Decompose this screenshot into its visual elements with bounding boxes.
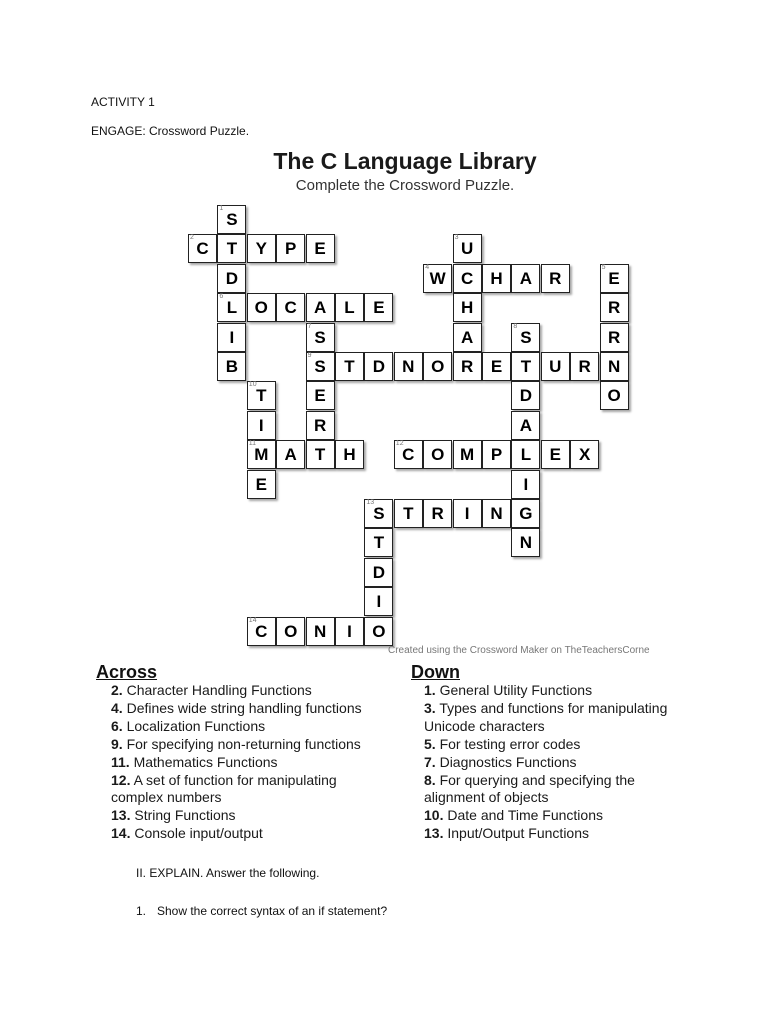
cell-letter: E bbox=[373, 298, 385, 318]
down-clue bbox=[424, 807, 699, 825]
crossword-cell bbox=[364, 499, 393, 528]
cell-letter: E bbox=[490, 357, 503, 376]
cell-letter: A bbox=[519, 268, 533, 288]
crossword-cell bbox=[364, 558, 393, 587]
clue-num: 14. bbox=[111, 825, 131, 842]
crossword-cell bbox=[394, 499, 423, 528]
clue-number: 5 bbox=[601, 263, 606, 271]
cell-letter: C bbox=[255, 621, 268, 641]
cell-letter: C bbox=[402, 445, 415, 465]
cell-letter: A bbox=[519, 415, 533, 435]
crossword-cell bbox=[364, 352, 393, 381]
activity-title: ACTIVITY 1 bbox=[91, 95, 155, 109]
crossword-cell bbox=[364, 617, 393, 646]
clue-number: 6 bbox=[219, 293, 224, 301]
crossword-cell bbox=[511, 264, 540, 293]
crossword-cell bbox=[453, 264, 482, 293]
clue-text: Localization Functions bbox=[126, 717, 266, 734]
clue-text: For testing error codes bbox=[439, 735, 581, 752]
crossword-cell bbox=[335, 617, 364, 646]
crossword-cell bbox=[247, 293, 276, 322]
question-1-text: Show the correct syntax of an if statement? bbox=[157, 904, 388, 918]
cell-letter: D bbox=[372, 357, 386, 376]
crossword-cell bbox=[453, 293, 482, 322]
across-clue-list bbox=[111, 682, 386, 843]
crossword-cell bbox=[394, 352, 423, 381]
cell-letter: B bbox=[225, 357, 239, 376]
crossword-cell bbox=[217, 264, 246, 293]
cell-letter: S bbox=[373, 504, 385, 523]
crossword-cell bbox=[188, 234, 217, 263]
down-clue bbox=[424, 754, 699, 772]
crossword-cell bbox=[453, 440, 482, 469]
cell-letter: O bbox=[431, 357, 445, 376]
cell-letter: T bbox=[226, 239, 238, 259]
crossword-cell bbox=[335, 293, 364, 322]
cell-letter: S bbox=[520, 327, 532, 347]
clue-text: Mathematics Functions bbox=[133, 753, 278, 770]
cell-letter: O bbox=[254, 298, 268, 318]
cell-letter: C bbox=[196, 239, 209, 259]
across-heading: Across bbox=[96, 662, 158, 682]
cell-letter: E bbox=[314, 239, 326, 259]
crossword-cell bbox=[600, 293, 629, 322]
crossword-cell bbox=[364, 293, 393, 322]
crossword-cell bbox=[453, 234, 482, 263]
cell-letter: O bbox=[607, 386, 621, 406]
clue-num: 5. bbox=[424, 735, 436, 752]
crossword-cell bbox=[541, 352, 570, 381]
crossword-cell bbox=[511, 352, 540, 381]
crossword-cell bbox=[600, 323, 629, 352]
cell-letter: G bbox=[519, 504, 533, 523]
cell-letter: A bbox=[460, 327, 474, 347]
crossword-cell bbox=[247, 440, 276, 469]
crossword-cell bbox=[482, 264, 511, 293]
cell-letter: M bbox=[460, 445, 475, 465]
crossword-cell bbox=[217, 234, 246, 263]
cell-letter: R bbox=[607, 298, 621, 318]
cell-letter: I bbox=[523, 474, 529, 494]
crossword-cell bbox=[482, 499, 511, 528]
clue-number: 1 bbox=[219, 205, 224, 212]
clue-number: 12 bbox=[395, 440, 404, 448]
crossword-cell bbox=[276, 617, 305, 646]
crossword-cell bbox=[306, 617, 335, 646]
crossword-cell bbox=[306, 234, 335, 263]
cell-letter: U bbox=[549, 357, 562, 376]
clue-text: Character Handling Functions bbox=[126, 682, 312, 698]
clue-num: 13. bbox=[424, 825, 444, 842]
across-clue bbox=[111, 772, 386, 808]
clue-number: 7 bbox=[307, 322, 312, 330]
engage-heading: ENGAGE: Crossword Puzzle. bbox=[91, 124, 250, 138]
cell-letter: L bbox=[520, 445, 532, 465]
cell-letter: O bbox=[284, 621, 298, 641]
crossword-cell bbox=[217, 205, 246, 234]
cell-letter: S bbox=[314, 327, 326, 347]
cell-letter: S bbox=[226, 210, 238, 229]
down-clue bbox=[424, 825, 699, 843]
cell-letter: R bbox=[460, 357, 474, 376]
cell-letter: R bbox=[607, 327, 621, 347]
crossword-cell bbox=[482, 352, 511, 381]
crossword-cell bbox=[335, 352, 364, 381]
across-clue bbox=[111, 807, 386, 825]
clue-num: 2. bbox=[111, 682, 123, 698]
cell-letter: T bbox=[344, 357, 355, 376]
cell-letter: R bbox=[578, 357, 591, 376]
cell-letter: X bbox=[579, 445, 591, 465]
crossword-cell bbox=[394, 440, 423, 469]
clue-number: 3 bbox=[454, 234, 459, 242]
down-clue bbox=[424, 772, 699, 808]
clue-text: String Functions bbox=[134, 807, 236, 824]
crossword-cell bbox=[511, 440, 540, 469]
clue-num: 8. bbox=[424, 771, 436, 788]
crossword-cell bbox=[306, 352, 335, 381]
crossword-cell bbox=[511, 528, 540, 557]
across-clue bbox=[111, 718, 386, 736]
cell-letter: I bbox=[376, 592, 382, 612]
crossword-cell bbox=[306, 293, 335, 322]
clue-num: 3. bbox=[424, 699, 436, 716]
across-clue bbox=[111, 736, 386, 754]
crossword-cell bbox=[600, 352, 629, 381]
cell-letter: T bbox=[520, 357, 532, 376]
crossword-cell bbox=[306, 411, 335, 440]
crossword-cell bbox=[247, 381, 276, 410]
cell-letter: N bbox=[402, 357, 415, 376]
clue-number: 10 bbox=[248, 381, 257, 389]
clue-text: Defines wide string handling functions bbox=[126, 699, 362, 716]
cell-letter: I bbox=[464, 504, 470, 523]
across-clue bbox=[111, 754, 386, 772]
crossword-cell bbox=[247, 234, 276, 263]
down-clue bbox=[424, 700, 699, 736]
crossword-cell bbox=[423, 499, 452, 528]
crossword-cell bbox=[423, 264, 452, 293]
cell-letter: T bbox=[314, 445, 326, 465]
clue-text: Diagnostics Functions bbox=[439, 753, 577, 770]
cell-letter: D bbox=[519, 386, 533, 406]
crossword-cell bbox=[247, 617, 276, 646]
cell-letter: E bbox=[314, 386, 326, 406]
crossword-cell bbox=[541, 440, 570, 469]
clue-text: A set of function for manipulating complex numbers bbox=[111, 771, 337, 806]
cell-letter: S bbox=[314, 357, 326, 376]
crossword-cell bbox=[600, 264, 629, 293]
cell-letter: O bbox=[372, 621, 386, 641]
cell-letter: L bbox=[226, 298, 238, 318]
crossword-cell bbox=[423, 352, 452, 381]
crossword-cell bbox=[600, 381, 629, 410]
clue-text: Date and Time Functions bbox=[447, 807, 603, 824]
cell-letter: I bbox=[229, 327, 235, 347]
down-clue-list bbox=[424, 682, 699, 843]
clue-number: 13 bbox=[366, 499, 375, 506]
crossword-credit: Created using the Crossword Maker on TheTeachersCorne bbox=[388, 645, 650, 656]
down-heading: Down bbox=[411, 662, 460, 682]
crossword-cell bbox=[570, 352, 599, 381]
cell-letter: H bbox=[343, 445, 356, 465]
clue-num: 12. bbox=[111, 771, 131, 788]
crossword-cell bbox=[453, 499, 482, 528]
cell-letter: Y bbox=[255, 239, 267, 259]
crossword-cell bbox=[482, 440, 511, 469]
cell-letter: C bbox=[460, 268, 474, 288]
puzzle-title: The C Language Library bbox=[273, 148, 537, 174]
clue-text: Types and functions for manipulating Unicode characters bbox=[424, 699, 668, 734]
crossword-cell bbox=[423, 440, 452, 469]
crossword-cell bbox=[306, 381, 335, 410]
cell-letter: M bbox=[254, 445, 269, 465]
cell-letter: P bbox=[490, 445, 503, 465]
cell-letter: P bbox=[285, 239, 297, 259]
question-1 bbox=[136, 904, 387, 918]
crossword-cell bbox=[276, 234, 305, 263]
cell-letter: I bbox=[347, 621, 352, 641]
cell-letter: R bbox=[549, 268, 562, 288]
cell-letter: R bbox=[313, 415, 327, 435]
cell-letter: D bbox=[225, 268, 239, 288]
crossword-cell bbox=[247, 470, 276, 499]
clue-num: 11. bbox=[111, 753, 130, 770]
cell-letter: U bbox=[460, 239, 474, 259]
explain-heading: II. EXPLAIN. Answer the following. bbox=[136, 866, 320, 880]
crossword-cell bbox=[217, 352, 246, 381]
across-clue bbox=[111, 682, 386, 700]
cell-letter: H bbox=[490, 268, 503, 288]
clue-number: 2 bbox=[190, 234, 194, 242]
crossword-cell bbox=[511, 323, 540, 352]
clue-text: For specifying non-returning functions bbox=[126, 735, 361, 752]
crossword-cell bbox=[306, 323, 335, 352]
cell-letter: N bbox=[607, 357, 621, 376]
crossword-cell bbox=[453, 352, 482, 381]
clue-number: 11 bbox=[248, 440, 257, 448]
crossword-cell bbox=[247, 411, 276, 440]
crossword-cell bbox=[217, 323, 246, 352]
clue-number: 14 bbox=[248, 616, 257, 624]
clue-num: 4. bbox=[111, 699, 123, 716]
crossword-cell bbox=[335, 440, 364, 469]
crossword-cell bbox=[276, 293, 305, 322]
down-clue bbox=[424, 736, 699, 754]
crossword-cell bbox=[511, 499, 540, 528]
cell-letter: C bbox=[284, 298, 297, 318]
cell-letter: I bbox=[258, 415, 264, 435]
question-1-number: 1. bbox=[136, 904, 147, 918]
cell-letter: E bbox=[549, 445, 561, 465]
crossword-cell bbox=[276, 440, 305, 469]
crossword-cell bbox=[306, 440, 335, 469]
cell-letter: T bbox=[403, 504, 414, 523]
clue-text: Input/Output Functions bbox=[447, 825, 589, 842]
crossword-cell bbox=[511, 411, 540, 440]
clue-number: 4 bbox=[425, 263, 430, 271]
cell-letter: A bbox=[284, 445, 297, 465]
cell-letter: N bbox=[313, 621, 327, 641]
cell-letter: D bbox=[372, 562, 386, 582]
puzzle-subtitle: Complete the Crossword Puzzle. bbox=[295, 177, 515, 194]
crossword-cell bbox=[511, 381, 540, 410]
crossword-cell bbox=[541, 264, 570, 293]
crossword-cell bbox=[511, 470, 540, 499]
clue-num: 13. bbox=[111, 807, 131, 824]
crossword-cell bbox=[364, 587, 393, 616]
cell-letter: R bbox=[431, 504, 444, 523]
across-clue bbox=[111, 700, 386, 718]
cell-letter: N bbox=[519, 533, 533, 553]
clue-number: 8 bbox=[513, 322, 518, 330]
cell-letter: A bbox=[313, 298, 327, 318]
clue-text: Console input/output bbox=[134, 825, 263, 842]
cell-letter: T bbox=[256, 386, 267, 406]
clue-num: 1. bbox=[424, 682, 436, 698]
clue-text: General Utility Functions bbox=[439, 682, 593, 698]
cell-letter: O bbox=[431, 445, 445, 465]
cell-letter: N bbox=[490, 504, 503, 523]
cell-letter: H bbox=[460, 298, 474, 318]
across-clue bbox=[111, 825, 386, 843]
clue-num: 6. bbox=[111, 717, 123, 734]
clue-num: 9. bbox=[111, 735, 123, 752]
crossword-cell bbox=[364, 528, 393, 557]
crossword-cell bbox=[217, 293, 246, 322]
cell-letter: L bbox=[344, 298, 355, 318]
crossword-cell bbox=[453, 323, 482, 352]
down-clue bbox=[424, 682, 699, 700]
crossword-cell bbox=[570, 440, 599, 469]
clue-number: 9 bbox=[307, 352, 312, 359]
cell-letter: E bbox=[608, 268, 620, 288]
clue-text: For querying and specifying the alignment of objects bbox=[424, 771, 635, 806]
cell-letter: W bbox=[429, 268, 446, 288]
clue-num: 10. bbox=[424, 807, 444, 824]
cell-letter: E bbox=[255, 474, 267, 494]
clue-num: 7. bbox=[424, 753, 436, 770]
cell-letter: T bbox=[373, 533, 385, 553]
